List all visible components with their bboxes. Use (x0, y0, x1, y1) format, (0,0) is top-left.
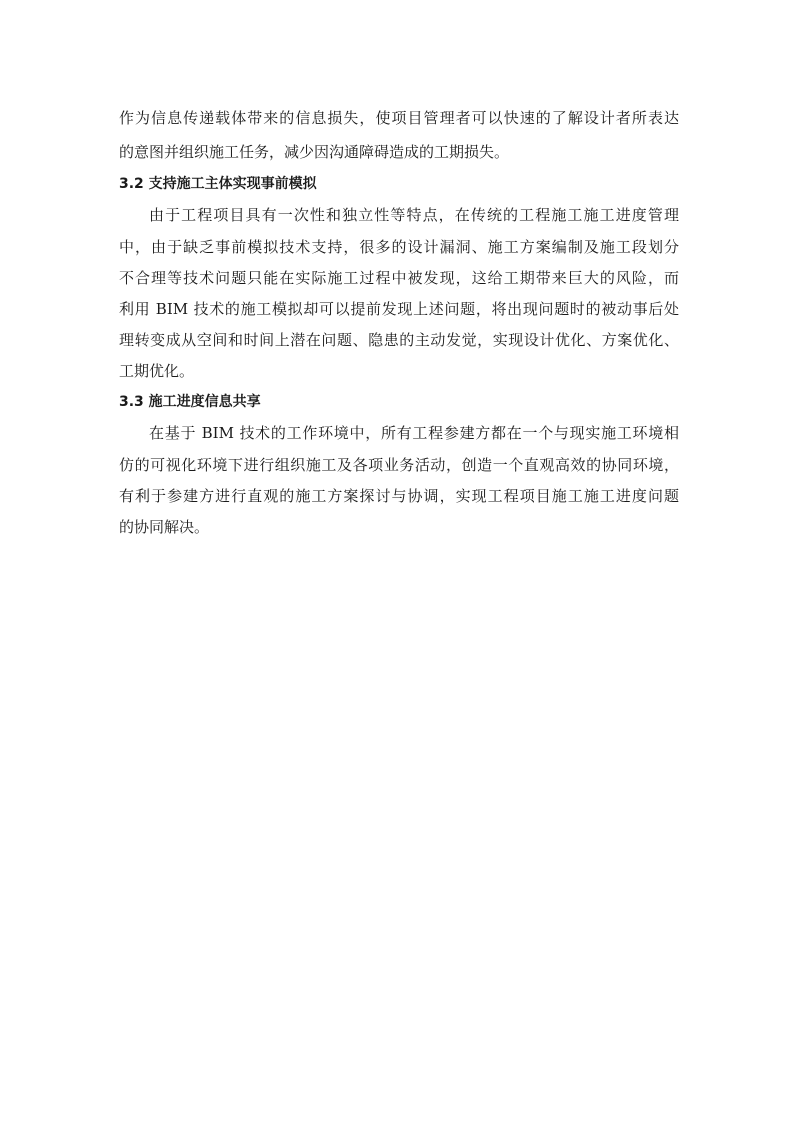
paragraph-line: 理转变成从空间和时间上潜在问题、隐患的主动发觉，实现设计优化、方案优化、 (119, 331, 679, 349)
paragraph-line: 由于工程项目具有一次性和独立性等特点，在传统的工程施工施工进度管理 (149, 206, 679, 224)
paragraph-line: 在基于 BIM 技术的工作环境中，所有工程参建方都在一个与现实施工环境相 (149, 424, 679, 442)
paragraph-line: 有利于参建方进行直观的施工方案探讨与协调，实现工程项目施工施工进度问题 (119, 487, 679, 505)
paragraph-line: 中，由于缺乏事前模拟技术支持，很多的设计漏洞、施工方案编制及施工段划分 (119, 238, 679, 256)
paragraph-line: 工期优化。 (119, 362, 195, 380)
paragraph-line: 作为信息传递载体带来的信息损失，使项目管理者可以快速的了解设计者所表达 (119, 109, 679, 127)
section-heading-3-3: 3.3 施工进度信息共享 (119, 394, 261, 410)
section-heading-3-2: 3.2 支持施工主体实现事前模拟 (119, 176, 317, 192)
paragraph-line: 仿的可视化环境下进行组织施工及各项业务活动，创造一个直观高效的协同环境， (119, 456, 679, 474)
paragraph-line: 利用 BIM 技术的施工模拟却可以提前发现上述问题，将出现问题时的被动事后处 (119, 300, 679, 318)
paragraph-line: 不合理等技术问题只能在实际施工过程中被发现，这给工期带来巨大的风险，而 (119, 269, 679, 287)
paragraph-line: 的协同解决。 (119, 518, 210, 536)
paragraph-line: 的意图并组织施工任务，减少因沟通障碍造成的工期损失。 (119, 143, 510, 161)
